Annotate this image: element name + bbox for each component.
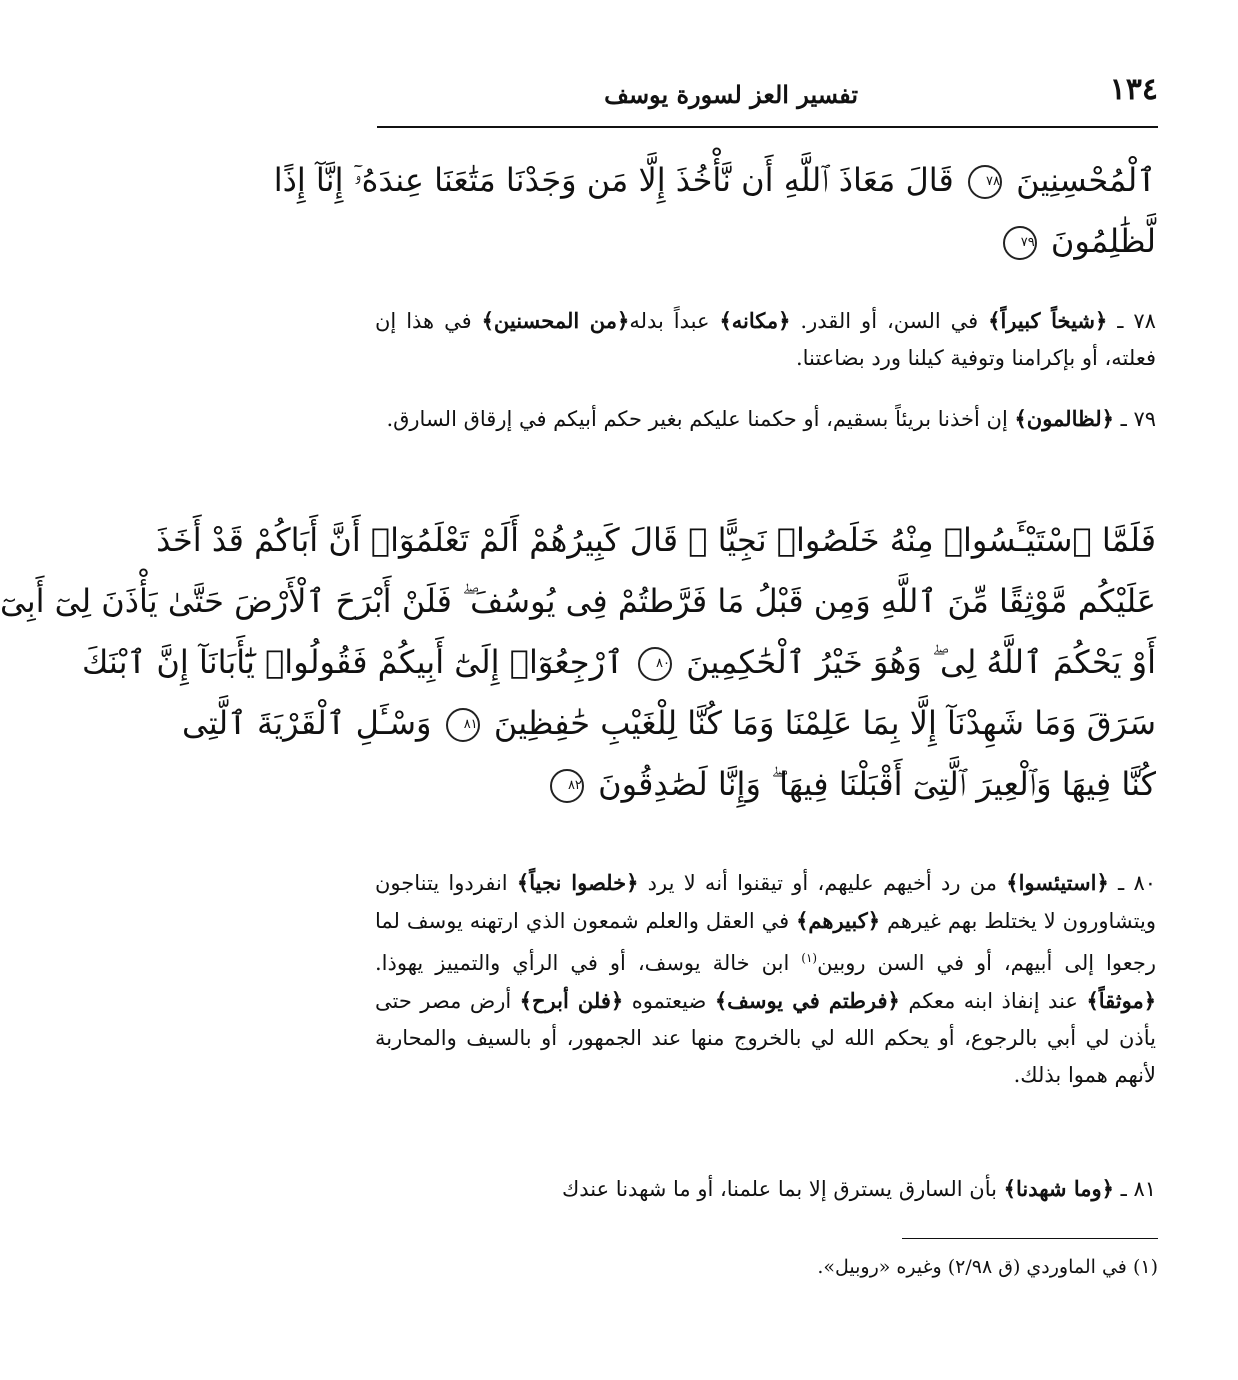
header-rule [377,126,1158,128]
quran-text: كُنَّا فِيهَا وَٱلْعِيرَ ٱلَّتِىٓ أَقْبَلْنَا فِيهَا ۖ وَإِنَّا لَصَٰدِقُونَ [598,765,1156,803]
paragraph-text: ضيعتموه [631,989,707,1013]
paragraph-text: أرض مصر حتى يأذن لي أبي بالرجوع، أو يحكم الله لي بالخروج منها عند الجمهور، أو بالسيف والمحاربة لأنهم هموا بذلك. [375,989,1156,1087]
quran-text: وَسْـَٔلِ ٱلْقَرْيَةَ ٱلَّتِى [182,704,432,742]
keyword: ﴿لظالمون﴾ [1014,406,1114,431]
paragraph-text: في هذا إن فعلته، أو بإكرامنا وتوفية كيلنا ورد بضاعتنا. [375,309,1156,370]
quran-line [375,754,1156,815]
keyword: ﴿كبيرهم﴾ [796,908,881,933]
running-title: تفسير العز لسورة يوسف [604,80,858,109]
keyword: ﴿وما شهدنا﴾ [1003,1176,1114,1201]
keyword: ﴿مكانه﴾ [719,308,791,333]
verse-number: ٧٨ ـ [1117,309,1156,333]
quran-line [273,150,1156,211]
quran-text: سَرَقَ وَمَا شَهِدْنَآ إِلَّا بِمَا عَلِمْنَا وَمَا كُنَّا لِلْغَيْبِ حَٰفِظِينَ [493,704,1156,742]
paragraph-text: إن أخذنا بريئاً بسقيم، أو حكمنا عليكم بغير حكم أبيكم في إرقاق السارق. [386,407,1008,431]
keyword: ﴿شيخاً كبيراً﴾ [988,308,1108,333]
quran-verse-block-2 [0,510,1156,815]
keyword: ﴿فرطتم في يوسف﴾ [714,988,900,1013]
tafsir-paragraph-81 [375,1170,1156,1208]
tafsir-paragraph-79 [375,400,1156,438]
quran-text: أَوْ يَحْكُمَ ٱللَّهُ لِى ۖ وَهُوَ خَيْرُ ٱلْحَٰكِمِينَ [686,643,1156,681]
quran-line: فَلَمَّا ٱسْتَيْـَٔسُوا۟ مِنْهُ خَلَصُوا۟ نَجِيًّا ۖ قَالَ كَبِيرُهُمْ أَلَمْ تَعْلَمُوٓا۟ أَنَّ أَبَاكُمْ قَدْ أَخَذَ [156,521,1156,559]
keyword: ﴿فلن أبرح﴾ [519,988,624,1013]
footnote [377,1252,1158,1282]
verse-number: ٧٩ ـ [1120,407,1156,431]
ayah-marker-icon: ٨٢ [550,769,584,803]
quran-verse-block-1 [273,150,1156,272]
keyword: ﴿من المحسنين﴾ [481,308,630,333]
footnote-reference[interactable]: (١) [801,951,818,965]
paragraph-text: ابن خالة يوسف، أو في الرأي والتمييز يهوذا. [375,951,790,975]
quran-line [375,211,1156,272]
paragraph-text: بأن السارق يسترق إلا بما علمنا، أو ما شهدنا عندك [561,1177,997,1201]
footnote-number: (١) [1132,1256,1158,1278]
verse-number: ٨١ ـ [1120,1177,1156,1201]
page-header [377,70,1158,126]
quran-text: قَالَ مَعَاذَ ٱللَّهِ أَن نَّأْخُذَ إِلَّا مَن وَجَدْنَا مَتَٰعَنَا عِندَهُۥٓ إِنَّآ إِذًا [273,161,954,199]
paragraph-text: في السن، أو القدر. [800,309,979,333]
page-number: ١٣٤ [1109,72,1158,107]
verse-number: ٨٠ ـ [1118,871,1156,895]
keyword: ﴿موثقاً﴾ [1086,988,1157,1013]
quran-text: ٱلْمُحْسِنِينَ [1016,161,1156,199]
keyword: ﴿خلصوا نجياً﴾ [516,870,639,895]
ayah-marker-icon: ٧٩ [1003,226,1037,260]
quran-line: عَلَيْكُم مَّوْثِقًا مِّنَ ٱللَّهِ وَمِن قَبْلُ مَا فَرَّطتُمْ فِى يُوسُفَ ۖ فَلَنْ أَبْرَحَ ٱلْأَرْضَ حَتَّىٰ يَأْذَنَ لِىٓ أَبِىٓ [0,582,1156,620]
keyword: ﴿استيئسوا﴾ [1006,870,1109,895]
quran-line [182,693,1156,754]
quran-text: لَّظَٰلِمُونَ [1050,222,1156,260]
quran-line [81,632,1156,693]
tafsir-paragraph-80 [375,864,1156,1094]
ayah-marker-icon: ٧٨ [968,165,1002,199]
tafsir-paragraph-78 [375,302,1156,377]
quran-text: ٱرْجِعُوٓا۟ إِلَىٰٓ أَبِيكُمْ فَقُولُوا۟ يَٰٓأَبَانَآ إِنَّ ٱبْنَكَ [81,643,624,681]
footnote-rule [902,1238,1158,1239]
paragraph-text: انفردوا يتناجون ويتشاورون لا يختلط بهم غيرهم [375,871,1156,933]
ayah-marker-icon: ٨٠ [638,647,672,681]
paragraph-text: عبداً بدله [629,309,710,333]
paragraph-text: في العقل والعلم شمعون الذي ارتهنه يوسف لما رجعوا إلى أبيهم، أو في السن روبين [375,909,1156,975]
footnote-text: في الماوردي (ق ٢/٩٨) وغيره «روبيل». [817,1256,1127,1278]
ayah-marker-icon: ٨١ [446,708,480,742]
paragraph-text: من رد أخيهم عليهم، أو تيقنوا أنه لا يرد [647,871,998,895]
paragraph-text: عند إنفاذ ابنه معكم [908,989,1078,1013]
